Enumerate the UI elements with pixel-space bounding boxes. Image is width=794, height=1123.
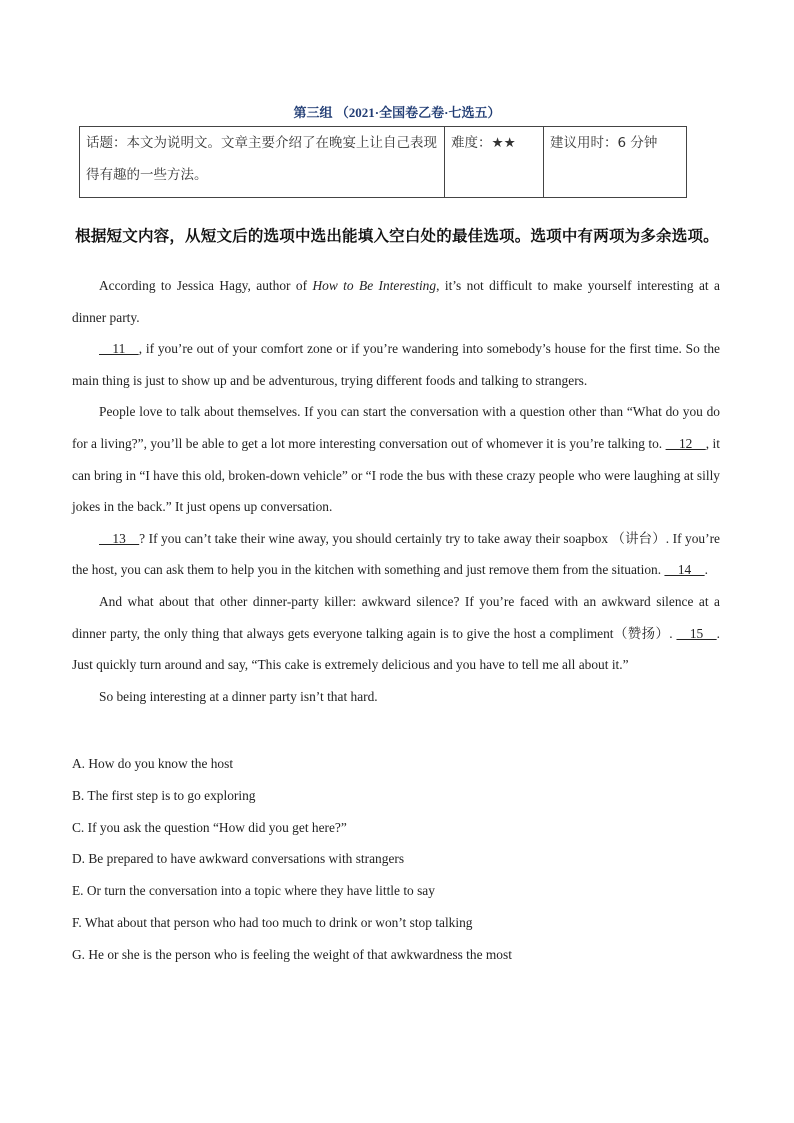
blank-14[interactable]: 14 <box>664 562 705 578</box>
time-cell: 建议用时：6 分钟 <box>544 127 687 198</box>
option-b: B. The first step is to go exploring <box>72 787 256 803</box>
option-d: D. Be prepared to have awkward conversations with strangers <box>72 851 405 867</box>
section-title: 第三组 （2021·全国卷乙卷·七选五） <box>293 105 501 120</box>
paragraph-2 <box>72 333 720 396</box>
text: ? If you can’t take their wine away, you should certainly try to take away their soapbox （讲台）. If you’re the host, you can ask them to help you in the kitchen with something and just remove them from the situation. <box>72 530 720 578</box>
paragraph-4 <box>72 523 720 586</box>
paragraph-1 <box>72 270 720 333</box>
option-g: G. He or she is the person who is feeling the weight of that awkwardness the most <box>72 946 512 962</box>
info-table <box>79 126 687 198</box>
text: And what about that other dinner-party killer: awkward silence? If you’re faced with an awkward silence at a dinner party, the only thing that always gets everyone talking again is to give the host a compliment（赞扬）. <box>72 593 720 641</box>
blank-11[interactable]: 11 <box>99 341 139 357</box>
option-a: A. How do you know the host <box>72 756 234 771</box>
passage <box>72 270 720 712</box>
book-title: How to Be Interesting <box>312 278 437 293</box>
paragraph-6: So being interesting at a dinner party isn’t that hard. <box>99 688 378 704</box>
difficulty-cell: 难度：★★ <box>445 127 544 198</box>
text: . Just quickly turn around and say, “This cake is extremely delicious and you have to tell me all about it.” <box>72 625 720 673</box>
options-list <box>72 748 720 971</box>
text: People love to talk about themselves. If you can start the conversation with a question other than “What do you do for a living?”, you’ll be able to get a lot more interesting conversation out of whomever it is you’re talking to. <box>72 404 720 451</box>
text: According to Jessica Hagy, author of <box>99 278 313 293</box>
paragraph-5 <box>72 586 720 681</box>
option-c: C. If you ask the question “How did you get here?” <box>72 819 347 835</box>
blank-13[interactable]: 13 <box>99 530 140 546</box>
topic-cell: 话题：本文为说明文。文章主要介绍了在晚宴上让自己表现得有趣的一些方法。 <box>80 127 445 198</box>
option-f: F. What about that person who had too much to drink or won’t stop talking <box>72 914 473 930</box>
blank-12[interactable]: 12 <box>665 435 706 451</box>
paragraph-3 <box>72 396 720 522</box>
text: , if you’re out of your comfort zone or if you’re wandering into somebody’s house for the first time. So the main thing is just to show up and be adventurous, trying different foods and talking to strangers. <box>72 341 720 388</box>
blank-15[interactable]: 15 <box>676 625 717 641</box>
instruction: 根据短文内容，从短文后的选项中选出能填入空白处的最佳选项。选项中有两项为多余选项。 <box>75 227 719 245</box>
text: , it’s not difficult to make yourself interesting at a dinner party. <box>72 278 720 325</box>
option-e: E. Or turn the conversation into a topic where they have little to say <box>72 883 435 899</box>
text: , it can bring in “I have this old, broken-down vehicle” or “I rode the bus with these crazy people who were laughing at silly jokes in the back.” It just opens up conversation. <box>72 435 720 515</box>
text: . <box>704 562 708 578</box>
